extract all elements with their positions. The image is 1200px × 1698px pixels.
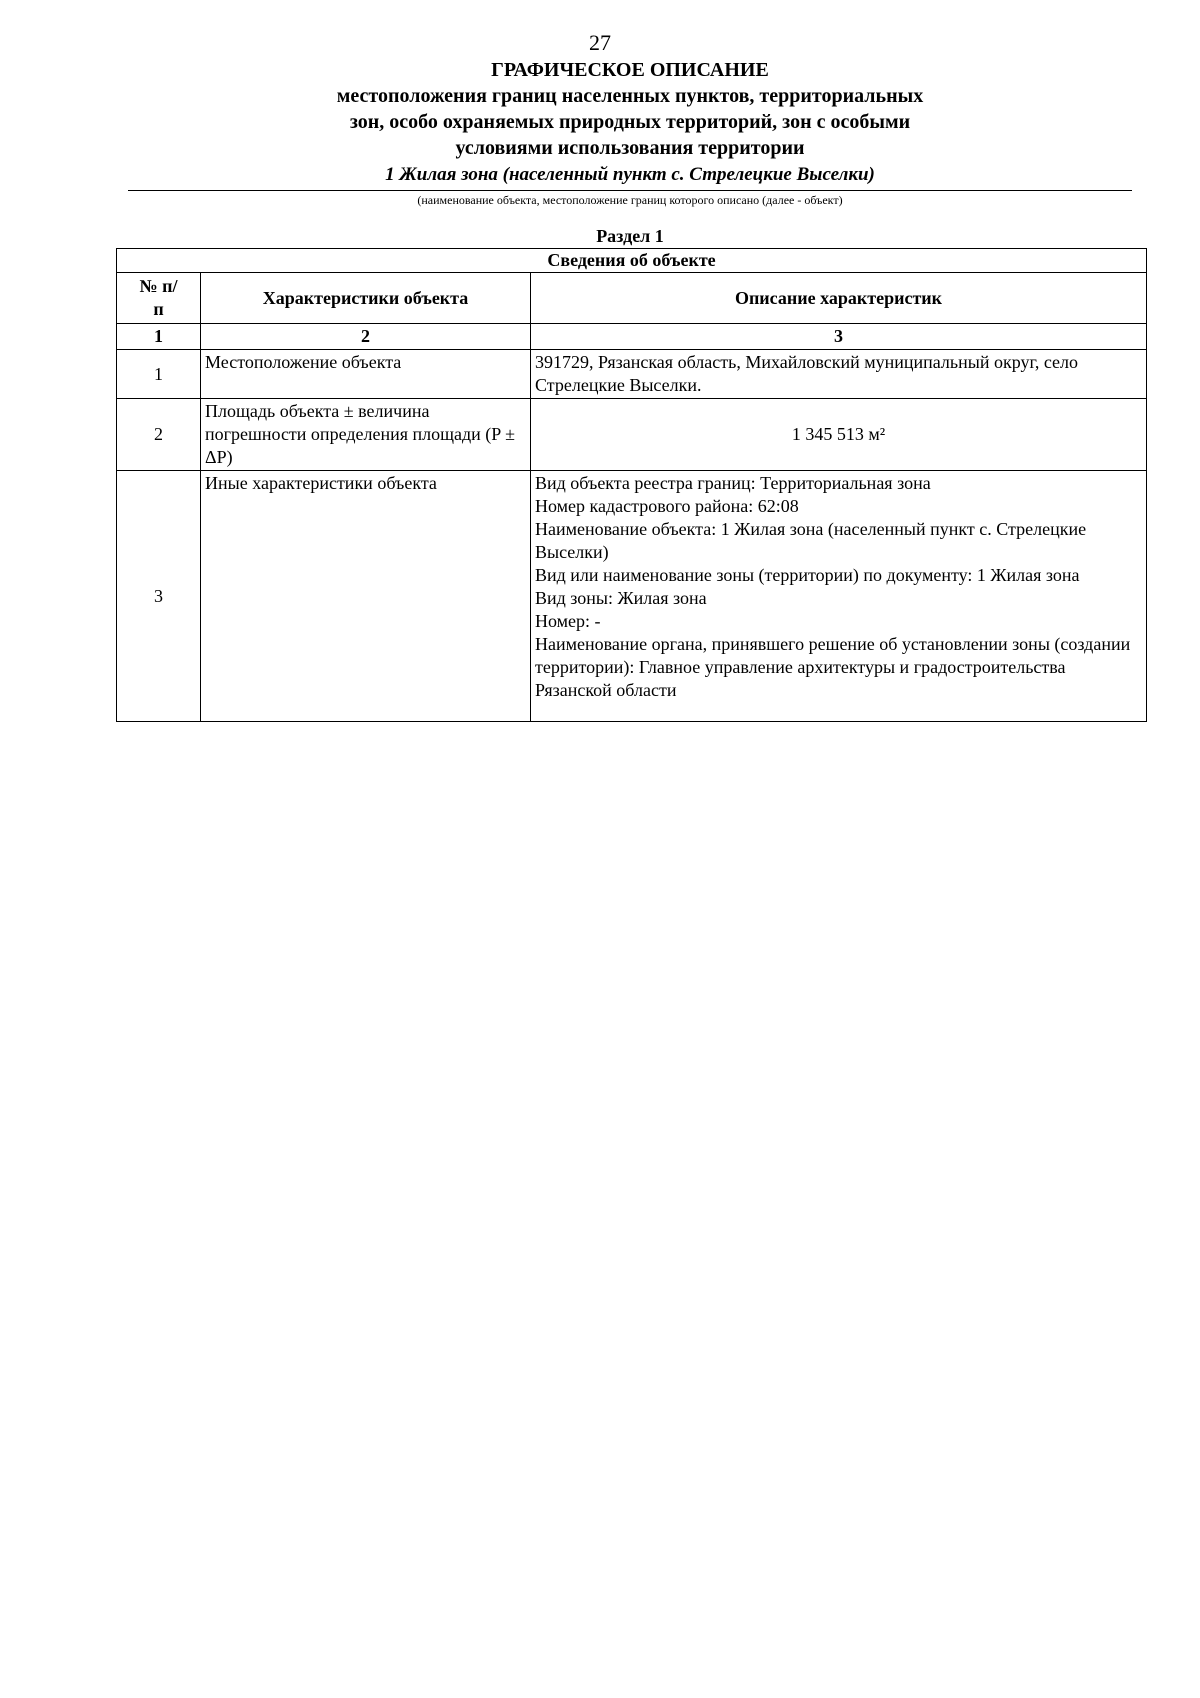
row-description [531, 471, 1147, 722]
object-name-underline [128, 190, 1132, 191]
page-number: 27 [589, 30, 611, 55]
column-number-2: 2 [201, 324, 531, 350]
table-row [117, 471, 1147, 722]
row-characteristic: Площадь объекта ± величина погрешности определения площади (P ± ΔP) [201, 399, 531, 471]
row-characteristic: Иные характеристики объекта [201, 471, 531, 722]
title-line-3: зон, особо охраняемых природных территорий, зон с особыми [349, 111, 911, 133]
header-num [117, 273, 201, 324]
column-number-3: 3 [531, 324, 1147, 350]
row-description: 1 345 513 м² [531, 399, 1147, 471]
object-info-table [116, 248, 1147, 722]
description-line: Номер кадастрового района: 62:08 [535, 496, 799, 516]
object-name: 1 Жилая зона (населенный пункт с. Стрелецкие Выселки) [385, 164, 875, 185]
title-line-1: ГРАФИЧЕСКОЕ ОПИСАНИЕ [491, 59, 769, 81]
table-header-row [117, 273, 1147, 324]
row-description: 391729, Рязанская область, Михайловский муниципальный округ, село Стрелецкие Выселки. [531, 350, 1147, 399]
object-name-caption: (наименование объекта, местоположение границ которого описано (далее - объект) [417, 193, 843, 207]
description-line: Наименование органа, принявшего решение об установлении зоны (создании территории): Главное управление архитектуры и градостроительства Рязанской области [535, 634, 1131, 700]
table-row [117, 350, 1147, 399]
description-line: Номер: - [535, 611, 601, 631]
header-description: Описание характеристик [531, 273, 1147, 324]
row-num: 3 [117, 471, 201, 722]
row-num: 2 [117, 399, 201, 471]
description-line: Вид зоны: Жилая зона [535, 588, 707, 608]
table-row [117, 399, 1147, 471]
row-num: 1 [117, 350, 201, 399]
table-caption-row [117, 249, 1147, 273]
section-title: Раздел 1 [596, 226, 664, 246]
column-number-row [117, 324, 1147, 350]
column-number-1: 1 [117, 324, 201, 350]
description-line: Вид объекта реестра границ: Территориальная зона [535, 473, 931, 493]
description-line: Наименование объекта: 1 Жилая зона (населенный пункт с. Стрелецкие Выселки) [535, 519, 1087, 562]
description-line: Вид или наименование зоны (территории) по документу: 1 Жилая зона [535, 565, 1080, 585]
table-caption: Сведения об объекте [117, 249, 1147, 273]
header-characteristics: Характеристики объекта [201, 273, 531, 324]
row-characteristic: Местоположение объекта [201, 350, 531, 399]
header-num-label: № п/п [139, 276, 178, 319]
title-line-2: местоположения границ населенных пунктов, территориальных [336, 85, 924, 107]
title-line-4: условиями использования территории [455, 137, 805, 159]
document-title [130, 57, 1130, 161]
